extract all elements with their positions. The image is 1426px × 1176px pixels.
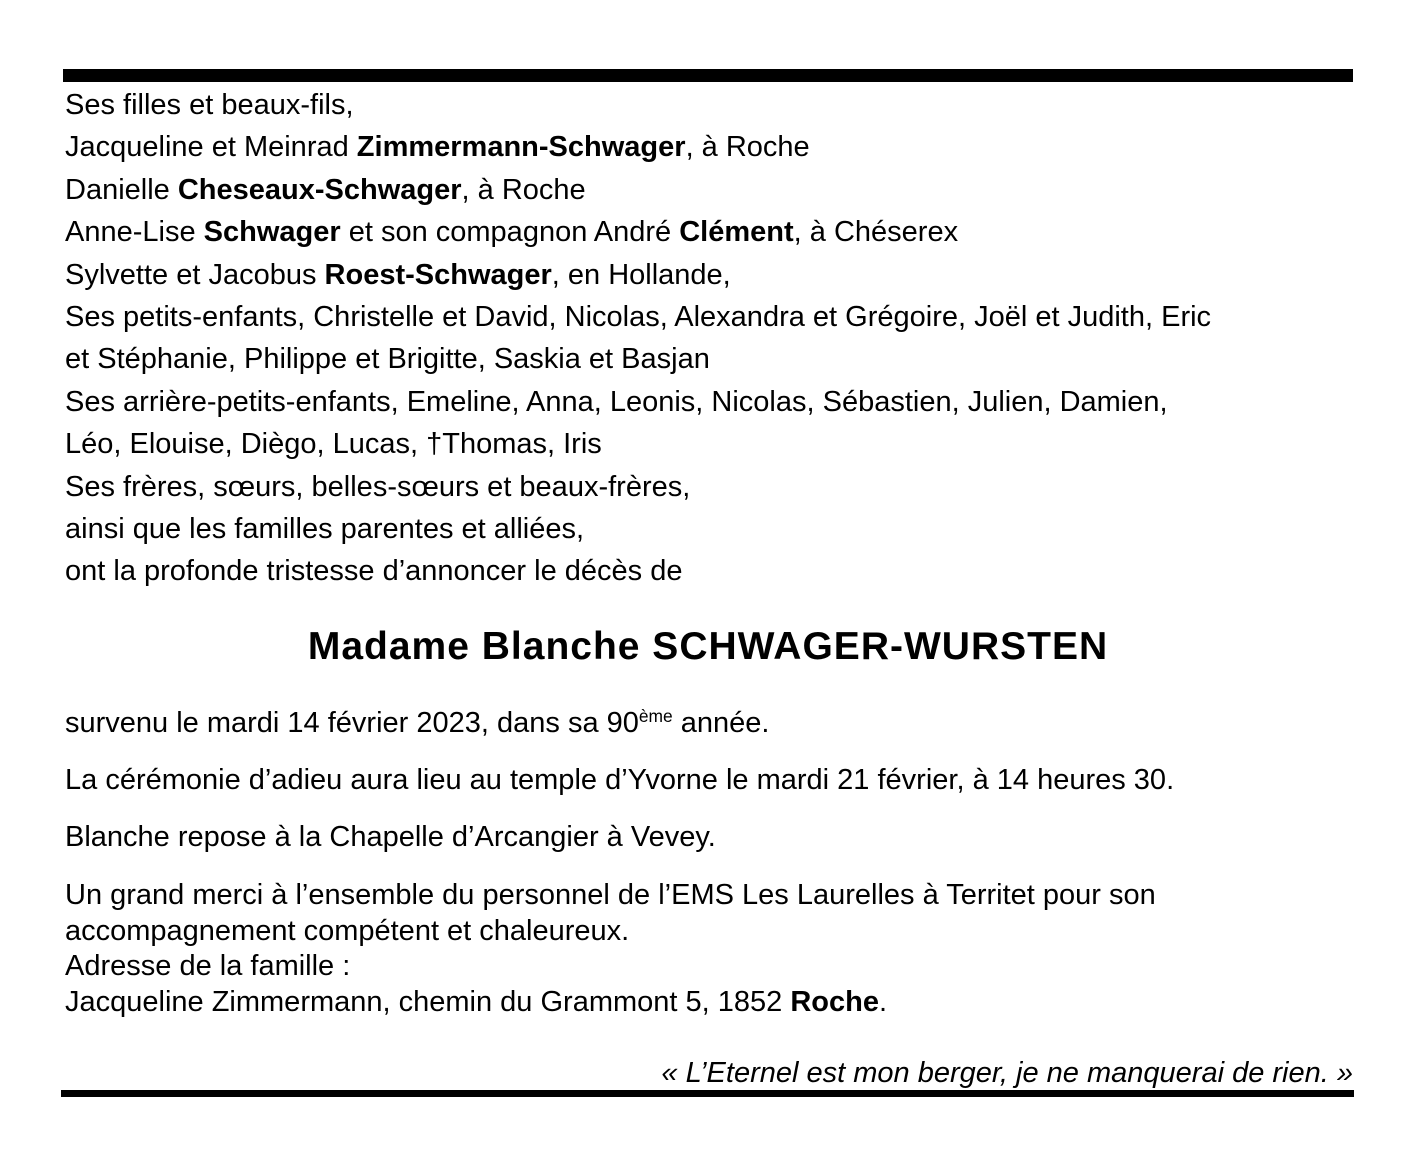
- closing-block: [65, 878, 1385, 1020]
- family-line: Jacqueline et Meinrad Zimmermann-Schwager, à Roche: [65, 131, 810, 164]
- family-line: Ses frères, sœurs, belles-sœurs et beaux-frères,: [65, 470, 691, 503]
- thanks-line: accompagnement compétent et chaleureux.: [65, 914, 630, 947]
- family-line: ainsi que les familles parentes et alliées,: [65, 513, 585, 546]
- deceased-name-title: Madame Blanche SCHWAGER-WURSTEN: [307, 625, 1109, 668]
- family-list: [65, 84, 1385, 593]
- family-line: Danielle Cheseaux-Schwager, à Roche: [65, 173, 586, 206]
- family-line: et Stéphanie, Philippe et Brigitte, Saskia et Basjan: [65, 343, 710, 376]
- top-rule: [63, 69, 1353, 82]
- ceremony-line: La cérémonie d’adieu aura lieu au temple d’Yvorne le mardi 21 février, à 14 heures 30.: [65, 764, 1175, 796]
- family-line: Ses petits-enfants, Christelle et David, Nicolas, Alexandra et Grégoire, Joël et Judith, Eric: [65, 301, 1212, 334]
- thanks-line: Un grand merci à l’ensemble du personnel de l’EMS Les Laurelles à Territet pour son: [65, 879, 1156, 911]
- scripture-quote: « L’Eternel est mon berger, je ne manquerai de rien. »: [661, 1057, 1353, 1089]
- bottom-rule: [61, 1090, 1354, 1097]
- family-line: ont la profonde tristesse d’annoncer le décès de: [65, 555, 683, 588]
- family-line: Ses filles et beaux-fils,: [65, 89, 354, 121]
- death-date-line: survenu le mardi 14 février 2023, dans sa 90ème année.: [65, 706, 770, 739]
- family-line: Anne-Lise Schwager et son compagnon André Clément, à Chéserex: [65, 216, 959, 249]
- family-line: Ses arrière-petits-enfants, Emeline, Anna, Leonis, Nicolas, Sébastien, Julien, Damien,: [65, 385, 1168, 418]
- family-line: Sylvette et Jacobus Roest-Schwager, en Hollande,: [65, 258, 731, 291]
- repose-line: Blanche repose à la Chapelle d’Arcangier à Vevey.: [65, 821, 716, 853]
- family-line: Léo, Elouise, Diègo, Lucas, †Thomas, Iris: [65, 428, 602, 461]
- address-line: Jacqueline Zimmermann, chemin du Grammont 5, 1852 Roche.: [65, 985, 888, 1018]
- address-label-line: Adresse de la famille :: [65, 950, 351, 982]
